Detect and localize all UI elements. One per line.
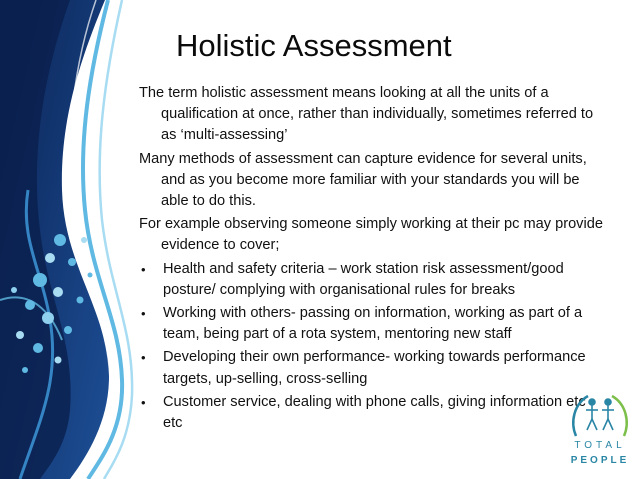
bullet-marker: • bbox=[141, 394, 146, 410]
bullet-text: Developing their own performance- working towards performance targets, up-selling, cross-selling bbox=[163, 349, 586, 387]
slide-title: Holistic Assessment bbox=[176, 28, 452, 63]
paragraph-example: For example observing someone simply working at their pc may provide evidence to cover; bbox=[139, 216, 603, 254]
people-figures-icon bbox=[566, 386, 634, 440]
bullet-item bbox=[139, 392, 609, 434]
bullet-text: Customer service, dealing with phone calls, giving information etc etc bbox=[163, 393, 586, 432]
paragraph-methods: Many methods of assessment can capture evidence for several units, and as you become more familiar with your standards you will be able to do this. bbox=[139, 150, 587, 210]
bullet-item bbox=[139, 303, 609, 345]
bullet-marker: • bbox=[141, 261, 146, 277]
bullet-marker: • bbox=[141, 306, 146, 322]
paragraph-definition: The term holistic assessment means looking at all the units of a qualification at once, rather than individually, sometimes referred to as ‘multi-assessing’ bbox=[139, 85, 594, 144]
logo-line-1: TOTAL bbox=[574, 440, 626, 451]
bullet-item bbox=[139, 347, 609, 389]
decorative-swirl-panel bbox=[0, 0, 150, 479]
slide-body bbox=[139, 83, 609, 436]
bullet-marker: • bbox=[141, 350, 146, 366]
total-people-logo bbox=[566, 386, 634, 474]
bullet-item bbox=[139, 259, 609, 301]
logo-line-2: PEOPLE bbox=[570, 455, 630, 466]
bullet-text: Health and safety criteria – work station risk assessment/good posture/ complying with organisational rules for breaks bbox=[163, 260, 564, 298]
bullet-text: Working with others- passing on information, working as part of a team, being part of a rota system, mentoring new staff bbox=[163, 305, 583, 343]
